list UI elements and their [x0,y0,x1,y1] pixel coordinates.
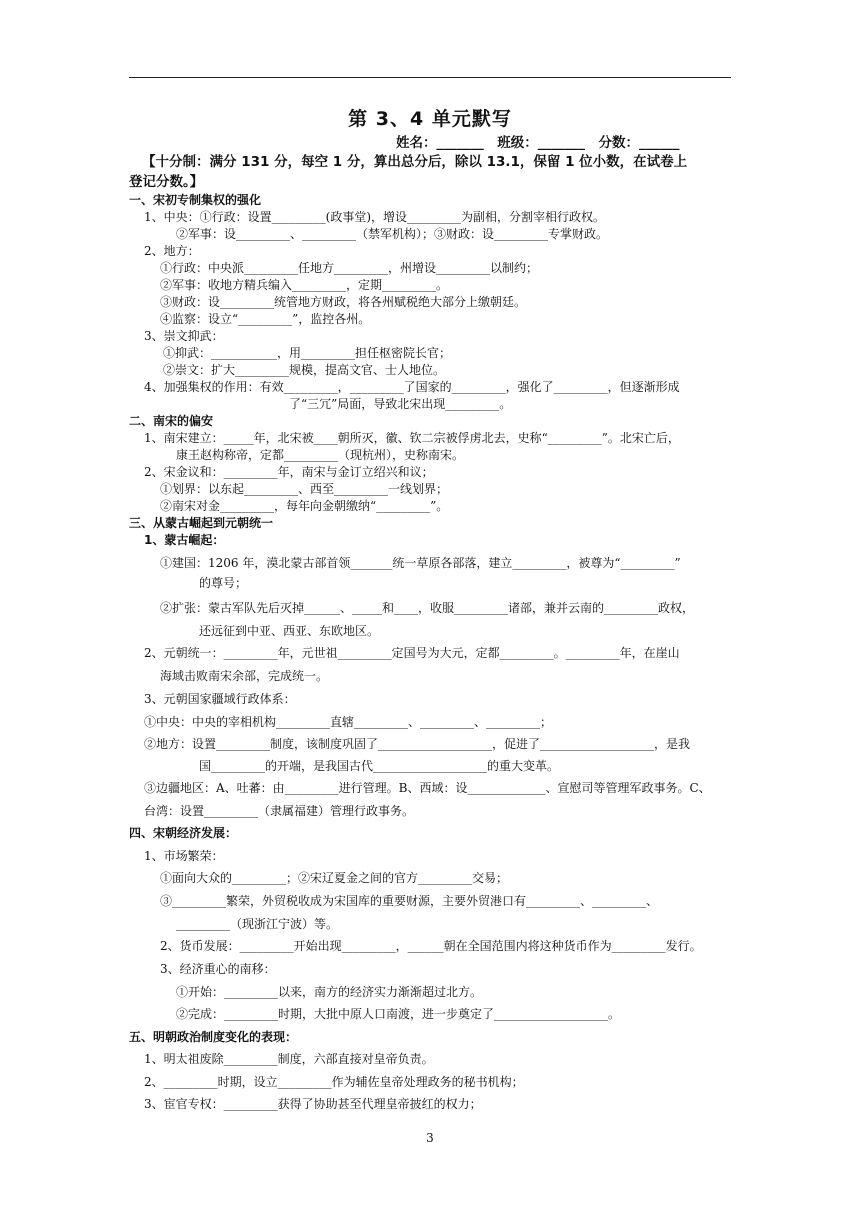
text-line: 康王赵构称帝，定都_________（现杭州），史称南宋。 [176,448,465,462]
text-line: ②完成：_________时期，大批中原人口南渡，进一步奠定了___________________。 [176,1007,621,1021]
page-title: 第 3、4 单元默写 [348,108,512,130]
text-line: 3、元朝国家疆域行政体系： [144,692,296,706]
text-line: ②军事：收地方精兵编入_________，定期_________。 [160,278,449,292]
text-line: 3、宦官专权：_________获得了协助甚至代理皇帝披红的权力； [144,1097,482,1111]
text-line: ①行政：中央派_________任地方_________，州增设_________以制约； [160,261,539,275]
section-heading-1: 一、宋初专制集权的强化 [129,193,262,207]
text-line: 4、加强集权的作用：有效_________，_________了国家的_________，强化了_________，但逐渐形成 [144,380,680,394]
text-line: ①中央：中央的宰相机构_________直辖_________、_________、_________； [144,715,553,729]
text-line: ①抑武：___________，用_________担任枢密院长官； [163,346,452,360]
section-heading-3: 三、从蒙古崛起到元朝统一 [129,516,274,530]
text-line: 国_________的开端，是我国古代___________________的重大变革。 [199,759,560,773]
text-line: ③财政：设_________统管地方财政，将各州赋税绝大部分上缴朝廷。 [160,295,527,309]
text-line: ①开始：_________以来，南方的经济实力渐渐超过北方。 [176,985,483,999]
text-line: 了“三冗”局面，导致北宋出现_________。 [289,397,512,411]
text-line: ②地方：设置_________制度，该制度巩固了___________________，促进了___________________，是我 [144,737,691,751]
text-line: ④监察：设立“_________”，监控各州。 [160,312,371,326]
page-number: 3 [426,1131,434,1145]
student-info-fields: 姓名：_______ 班级：_______ 分数：______ [396,135,680,151]
text-line: ①建国：1206 年，漠北蒙古部首领_______统一草原各部落，建立_________，被尊为“_________” [160,556,681,570]
text-line: _________（现浙江宁波）等。 [176,917,339,931]
text-line: ②崇文：扩大_________规模，提高文官、士人地位。 [163,363,446,377]
text-line: 3、经济重心的南移： [160,962,276,976]
text-line: 2、货币发展：_________开始出现_________，______朝在全国范围内将这种货币作为_________发行。 [160,939,702,953]
text-line: 2、_________时期，设立_________作为辅佐皇帝处理政务的秘书机构； [144,1075,524,1089]
text-line: 的尊号； [199,576,248,590]
text-line: 1、市场繁荣： [144,849,224,863]
subsection-heading: 1、蒙古崛起： [144,533,225,547]
text-line: ②南宋对金_________，每年向金朝缴纳“_________”。 [160,499,449,513]
scoring-note-line-2: 登记分数。】 [129,174,204,190]
text-line: 1、南宋建立：_____年，北宋被____朝所灭，徽、钦二宗被俘虏北去，史称“_________”。北宋亡后， [144,431,680,445]
text-line: 2、元朝统一：_________年，元世祖_________定国号为大元，定都_________。_________年，在崖山 [144,646,680,660]
text-line: ③_________繁荣，外贸税收成为宋国库的重要财源，主要外贸港口有_________、_________、 [160,894,659,908]
text-line: 台湾：设置_________（隶属福建）管理行政事务。 [144,804,415,818]
text-line: 还远征到中亚、西亚、东欧地区。 [199,624,380,638]
scoring-note-line-1: 【十分制：满分 131 分，每空 1 分，算出总分后，除以 13.1，保留 1 位小数，在试卷上 [142,154,688,170]
text-line: ③边疆地区：A、吐蕃：由_________进行管理。B、西域：设_____________、宣慰司等管理军政事务。C、 [144,781,711,795]
section-heading-5: 五、明朝政治制度变化的表现： [129,1030,298,1044]
header-rule [129,77,731,78]
text-line: 1、中央：①行政：设置_________(政事堂)，增设_________为副相，分割宰相行政权。 [144,210,606,224]
text-line: 1、明太祖废除_________制度，六部直接对皇帝负责。 [144,1052,434,1066]
text-line: 海域击败南宋余部，完成统一。 [160,669,329,683]
text-line: 2、宋金议和：_________年，南宋与金订立绍兴和议； [144,465,434,479]
text-line: ①划界：以东起_________、西至_________一线划界； [160,482,449,496]
section-heading-2: 二、南宋的偏安 [129,414,214,428]
text-line: ②扩张：蒙古军队先后灭掉______、_____和____，收服_________诸部，兼并云南的_________政权， [160,601,695,615]
text-line: 2、地方： [144,244,200,258]
text-line: ①面向大众的_________；②宋辽夏金之间的官方_________交易； [160,871,509,885]
text-line: ②军事：设_________、_________（禁军机构）；③财政：设_________专掌财政。 [176,227,609,241]
text-line: 3、崇文抑武： [144,329,224,343]
section-heading-4: 四、宋朝经济发展： [129,826,238,840]
